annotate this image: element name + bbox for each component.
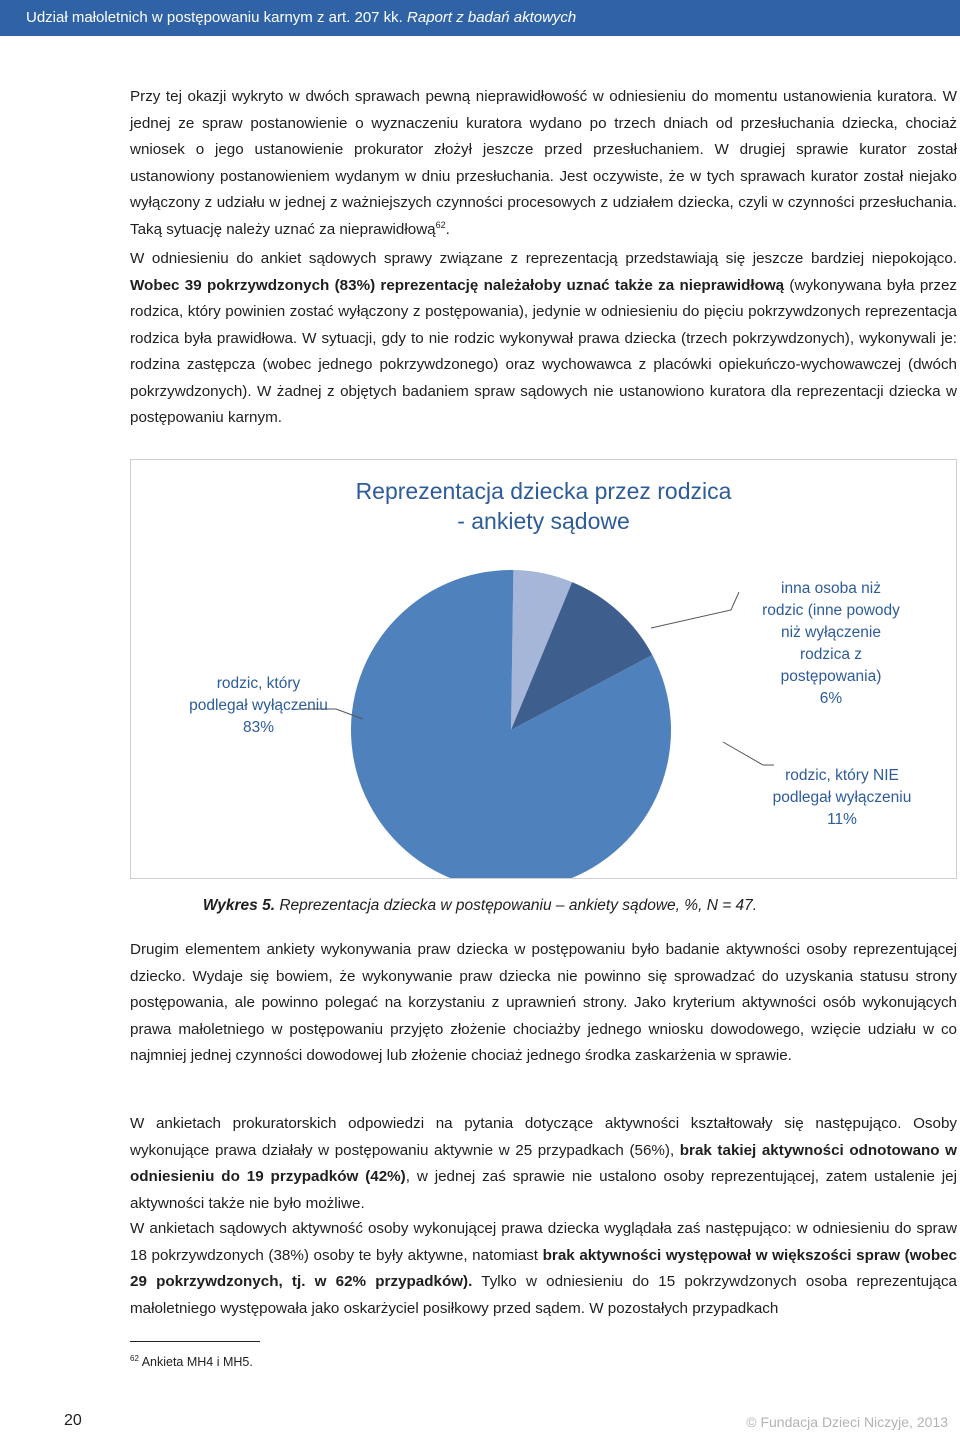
footnote-text: Ankieta MH4 i MH5. (138, 1355, 253, 1370)
running-header (0, 0, 960, 36)
figure-caption (0, 895, 960, 917)
slice-label-line: rodzic (inne powody (762, 602, 900, 619)
p3-bold: Wobec 39 pokrzywdzonych (83%) reprezentację należałoby uznać także za nieprawidłową (130, 276, 785, 294)
footnote-number: 62 (130, 1354, 139, 1363)
slice-label-line: rodzica z (799, 646, 863, 663)
leader-line-other (651, 592, 739, 628)
p5-text-1: W ankietach prokuratorskich odpowiedzi na pytania dotyczące aktywności kształtowały się następująco. Osoby wykonujące prawa działały w postępowaniu aktywnie w 25 przypadkach (56%), (130, 1115, 957, 1159)
paragraph-court-activity (130, 1216, 957, 1322)
slice-label-line: postępowania) (780, 668, 882, 685)
p3-text-2: (wykonywana była przez rodzica, który powinien zostać wyłączony z postępowania), jedynie w odniesieniu do pięciu pokrzywdzonych reprezentacja rodzica była prawidłowa. W sytuacji, gdy to nie rodzic wykonywał prawa dziecka (trzech pokrzywdzonych), wykonywali je: rodzina zastępcza (wobec jednego pokrzywdzonego) oraz wychowawca z placówki opiekuńczo-wychowawczej (dwóch pokrzywdzonych). W żadnej z objętych badaniem spraw sądowych nie ustanowiono kuratora dla reprezentacji dziecka w postępowaniu karnym. (130, 276, 958, 426)
slice-label-other-person (741, 578, 921, 710)
header-title: Udział małoletnich w postępowaniu karnym z art. 207 kk. (26, 9, 403, 26)
slice-label-line: rodzic, który (216, 675, 301, 692)
caption-label: Wykres 5. (202, 897, 276, 914)
paragraph-court-surveys (130, 246, 957, 432)
p5-bold: brak takiej aktywności odnotowano w odniesieniu do 19 przypadków (42%) (130, 1141, 957, 1185)
p6-text-1: W ankietach sądowych aktywność osoby wykonującej prawa dziecka wyglądała zaś następująco: w odniesieniu do spraw 18 pokrzywdzonych (38%) osoby te były aktywne, natomiast (130, 1220, 957, 1264)
slice-label-line: niż wyłączenie (781, 624, 881, 641)
p5-text-2: , w jednej zaś sprawie nie ustalono osoby reprezentującej, zatem ustalenie jej aktywności także nie było możliwe. (130, 1168, 957, 1212)
paragraph-prosecutor-surveys (130, 1111, 957, 1217)
slice-label-not-excluded-parent (756, 765, 928, 831)
slice-label-value: 6% (819, 690, 843, 707)
p6-text-2: Tylko w odniesieniu do 15 pokrzywdzonych osoba reprezentująca małoletniego występowała jako oskarżyciel posiłkowy przed sądem. W pozostałych przypadkach (130, 1273, 957, 1317)
p1-text: Przy tej okazji wykryto w dwóch sprawach pewną nieprawidłowość w odniesieniu do momentu ustanowienia kuratora. W jednej ze spraw postanowienie o wyznaczeniu kuratora wydano po trzech dniach od przesłuchania dziecka, chociaż wniosek o jego ustanowienie prokurator złożył jeszcze przed przesłuchaniem. W drugiej sprawie kurator został ustanowiony postanowieniem wydanym w dniu przesłuchania. Jest oczywiste, że w tych sprawach kurator został niejako wyłączony z udziału w jednej z ważniejszych czynności procesowych z udziałem dziecka, czyli w czynności przesłuchania. Taką sytuację należy uznać za nieprawidłową (130, 88, 957, 238)
p3-text-1: W odniesieniu do ankiet sądowych sprawy związane z reprezentacją przedstawiają się jeszcze bardziej niepokojąco. (130, 250, 957, 267)
caption-dash: – (555, 897, 565, 914)
chart-title-line-2: - ankiety sądowe (457, 508, 630, 534)
footer-credit: © Fundacja Dzieci Niczyje, 2013 (746, 1414, 948, 1430)
slice-label-line: inna osoba niż (781, 580, 881, 597)
paragraph-activity-criteria: Drugim elementem ankiety wykonywania praw dziecka w postępowaniu było badanie aktywności osoby reprezentującej dziecko. Wydaje się bowiem, że wykonywanie praw dziecka nie powinno się sprowadzać do uzyskania statusu strony postępowania, ale powinno polegać na korzystaniu z uprawnień strony. Jako kryterium aktywności osób wykonujących prawa małoletniego w postępowaniu przyjęto złożenie chociażby jednego wniosku dowodowego, wzięcie udziału w co najmniej jednej czynności dowodowej lub złożenie chociaż jednego środka zaskarżenia w sprawie. (130, 941, 957, 1064)
caption-text-2: ankiety sądowe, %, N = 47. (564, 897, 758, 914)
slice-label-line: podlegał wyłączeniu (189, 697, 328, 714)
leader-line-not-excluded (723, 742, 774, 765)
footnote (130, 1351, 253, 1370)
slice-label-value: 11% (827, 811, 857, 828)
slice-label-value: 83% (242, 719, 275, 736)
paragraph-guardian-appointment (130, 84, 957, 243)
footnote-divider (130, 1341, 260, 1342)
page-number: 20 (64, 1412, 82, 1429)
running-header-text (26, 0, 576, 36)
slice-label-line: rodzic, który NIE (785, 767, 899, 784)
slice-label-line: podlegał wyłączeniu (772, 789, 912, 806)
pie-chart-frame (130, 459, 957, 879)
header-subtitle: Raport z badań aktowych (407, 9, 577, 26)
caption-text-1: Reprezentacja dziecka w postępowaniu (275, 897, 556, 914)
slice-label-excluded-parent (171, 673, 346, 739)
chart-title-line-1: Reprezentacja dziecka przez rodzica (355, 478, 732, 504)
footnote-ref: 62 (435, 219, 446, 230)
p6-bold: brak aktywności występował w większości spraw (wobec 29 pokrzywdzonych, tj. w 62% przypadków). (130, 1246, 957, 1290)
p1-text-end: . (445, 220, 450, 238)
